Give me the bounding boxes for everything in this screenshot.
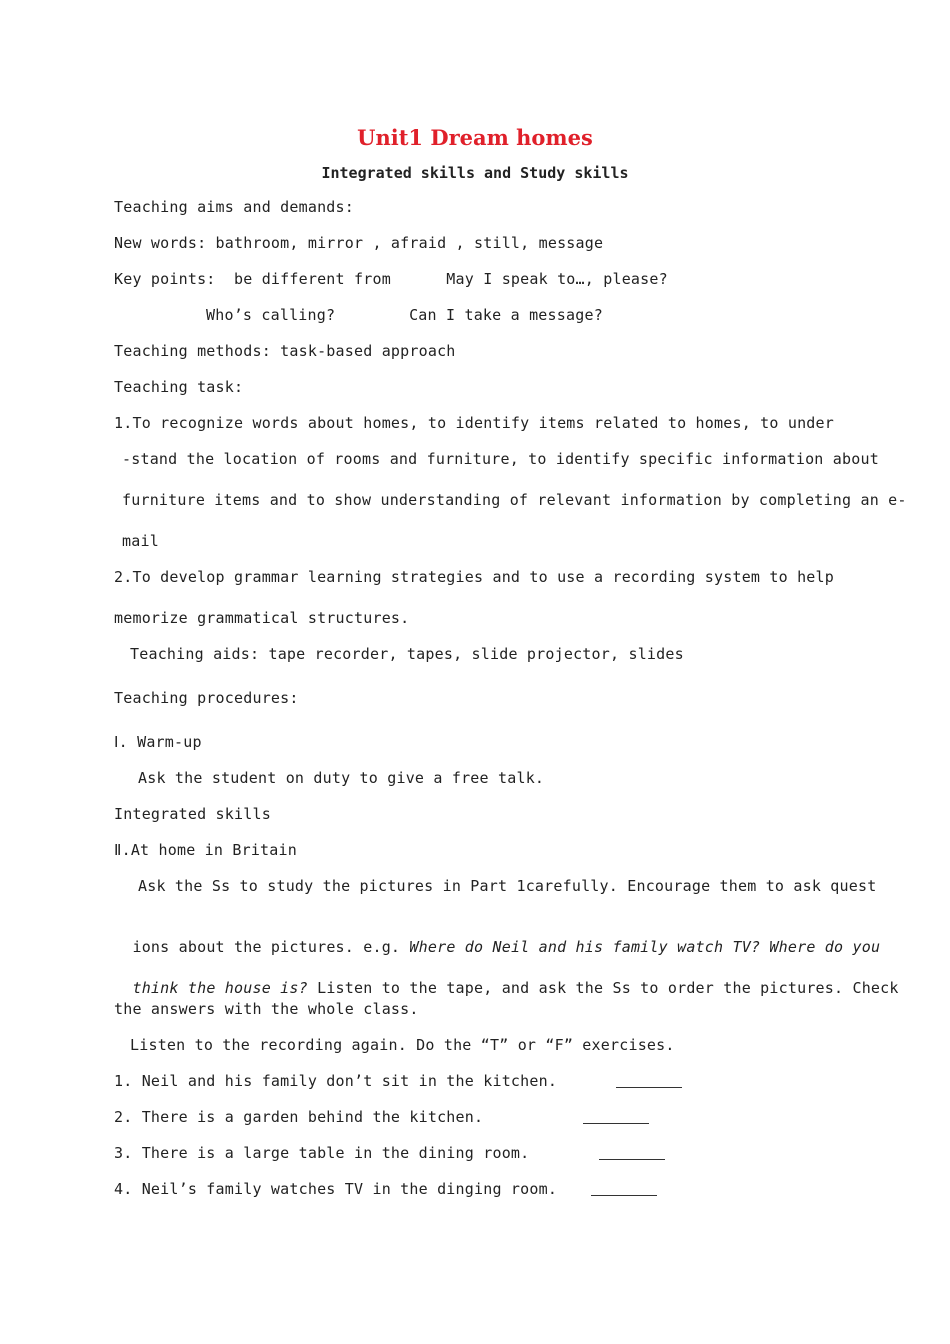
aims-label: Teaching aims and demands:	[114, 198, 354, 216]
exercise-2-blank[interactable]	[583, 1123, 649, 1124]
exercise-1: 1. Neil and his family don’t sit in the kitchen.	[114, 1072, 558, 1090]
section-1-heading: Ⅰ. Warm-up	[114, 733, 202, 751]
exercise-2: 2. There is a garden behind the kitchen.	[114, 1108, 484, 1126]
section-2-line-3	[114, 958, 899, 998]
new-words: New words: bathroom, mirror , afraid , still, message	[114, 234, 604, 252]
task-2-line-1: 2.To develop grammar learning strategies and to use a recording system to help	[114, 568, 834, 586]
section-2-line-3-text: Listen to the tape, and ask the Ss to order the pictures. Check	[307, 979, 899, 997]
teaching-methods: Teaching methods: task-based approach	[114, 342, 456, 360]
exercise-4-blank[interactable]	[591, 1195, 657, 1196]
task-1-line-2: -stand the location of rooms and furniture, to identify specific information about	[122, 450, 879, 468]
example-question: Where do Neil and his family watch TV? Where do you	[409, 938, 881, 956]
exercise-3-blank[interactable]	[599, 1159, 665, 1160]
task-2-line-2: memorize grammatical structures.	[114, 609, 410, 627]
section-2-line-4: the answers with the whole class.	[114, 1000, 419, 1018]
key-points-line-2: Who’s calling? Can I take a message?	[206, 306, 603, 324]
teaching-aids: Teaching aids: tape recorder, tapes, slide projector, slides	[130, 645, 684, 663]
section-1-text: Ask the student on duty to give a free talk.	[138, 769, 545, 787]
exercise-3: 3. There is a large table in the dining room.	[114, 1144, 530, 1162]
exercise-4: 4. Neil’s family watches TV in the dinging room.	[114, 1180, 558, 1198]
example-question-end: think the house is?	[132, 979, 308, 997]
section-2-heading: Ⅱ.At home in Britain	[114, 841, 297, 859]
task-1-line-1: 1.To recognize words about homes, to identify items related to homes, to under	[114, 414, 834, 432]
key-points-line-1: Key points: be different from May I speak to…, please?	[114, 270, 668, 288]
exercise-1-blank[interactable]	[616, 1087, 682, 1088]
teaching-task-label: Teaching task:	[114, 378, 244, 396]
task-1-line-3: furniture items and to show understanding of relevant information by completing an e-	[122, 491, 907, 509]
section-2-line-2-text: ions about the pictures. e.g.	[132, 938, 410, 956]
task-1-line-4: mail	[122, 532, 159, 550]
procedures-label: Teaching procedures:	[114, 689, 299, 707]
page-title: Unit1 Dream homes	[357, 125, 593, 150]
page-subtitle: Integrated skills and Study skills	[321, 164, 629, 182]
section-2-line-1: Ask the Ss to study the pictures in Part 1carefully. Encourage them to ask quest	[138, 877, 877, 895]
section-2-line-2	[114, 917, 880, 957]
listen-instruction: Listen to the recording again. Do the “T” or “F” exercises.	[130, 1036, 675, 1054]
integrated-skills-label: Integrated skills	[114, 805, 271, 823]
